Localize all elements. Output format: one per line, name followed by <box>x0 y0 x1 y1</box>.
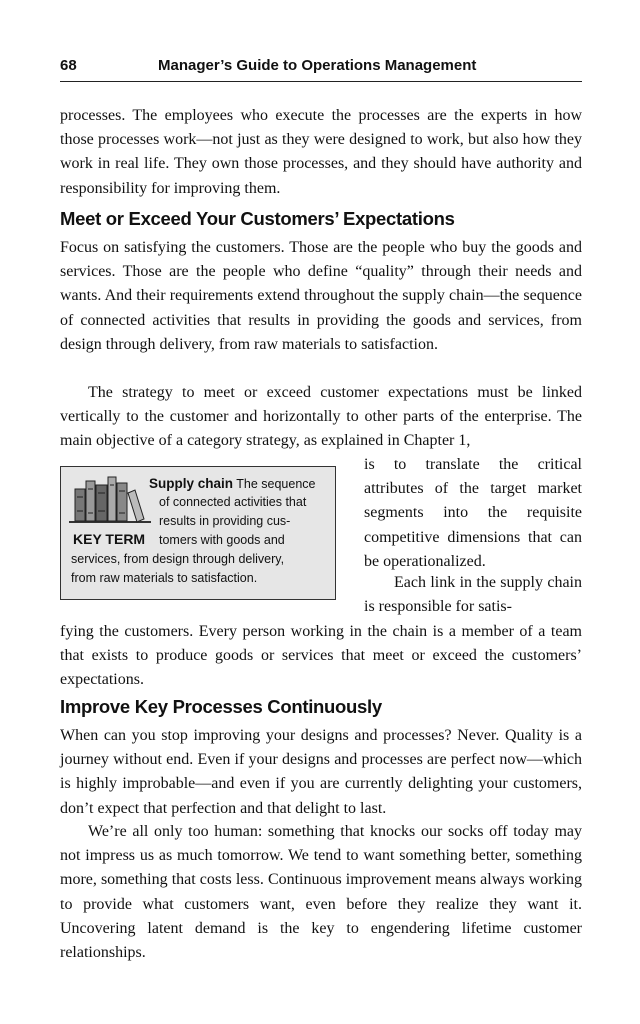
paragraph-strategy-continued: is to translate the critical attributes of the target market segments into the requisite competitive dimensions that can be operationalized. <box>364 456 582 570</box>
key-term-line-1 <box>149 475 316 494</box>
paragraph-supply-link: Each link in the supply chain is responsible for satis- <box>364 574 582 616</box>
paragraph-processes: processes. The employees who execute the processes are the experts in how those processes work—not just as they were designed to work, but also how they work in real life. They own those processes, and they should have authority and responsibility for improving them. <box>60 107 582 197</box>
key-term-line-6: from raw materials to satisfaction. <box>71 571 258 585</box>
key-term-word: Supply chain <box>149 476 234 491</box>
section-heading-customers: Meet or Exceed Your Customers’ Expectations <box>60 208 455 229</box>
key-term-line-3: results in providing cus- <box>159 514 291 528</box>
key-term-label: KEY TERM <box>73 531 146 547</box>
key-term-line-5: services, from design through delivery, <box>71 552 285 566</box>
key-term-box <box>60 466 336 600</box>
section-heading-improve: Improve Key Processes Continuously <box>60 696 382 717</box>
key-term-line-4: tomers with goods and <box>159 533 285 547</box>
running-header <box>60 55 582 82</box>
running-title: Manager’s Guide to Operations Management <box>158 57 477 74</box>
paragraph-continuous-improvement: We’re all only too human: something that knocks our socks off today may not impress us as much tomorrow. We tend to want something better, something more, something that costs less. Continuous improvement means always working to provide what customers want, even before they realize they want it. Uncovering latent demand is the key to engendering lifetime customer relationships. <box>60 823 582 962</box>
paragraph-supply-link-continued: fying the customers. Every person working in the chain is a member of a team that exists to produce goods or services that meet or exceed the customers’ expectations. <box>60 623 582 689</box>
page-number: 68 <box>60 57 77 74</box>
paragraph-never-stop: When can you stop improving your designs and processes? Never. Quality is a journey without end. Even if your designs and processes are perfect now—which is highly improbable—and even if you are currently delighting your customers, don’t expect that perfection and that delight to last. <box>60 727 582 817</box>
paragraph-strategy: The strategy to meet or exceed customer expectations must be linked vertically to the customer and horizontally to other parts of the enterprise. The main objective of a category strategy, as explained in Chapter 1, <box>60 384 582 450</box>
books-icon <box>65 471 153 527</box>
paragraph-focus-customers: Focus on satisfying the customers. Those are the people who buy the goods and services. Those are the people who define “quality” through their needs and wants. And their requirements extend throughout the supply chain—the sequence of connected activities that results in providing the goods and services, from design through delivery, from raw materials to satisfaction. <box>60 239 582 353</box>
key-term-definition-start: The sequence <box>236 477 316 491</box>
key-term-line-2: of connected activities that <box>159 495 307 509</box>
